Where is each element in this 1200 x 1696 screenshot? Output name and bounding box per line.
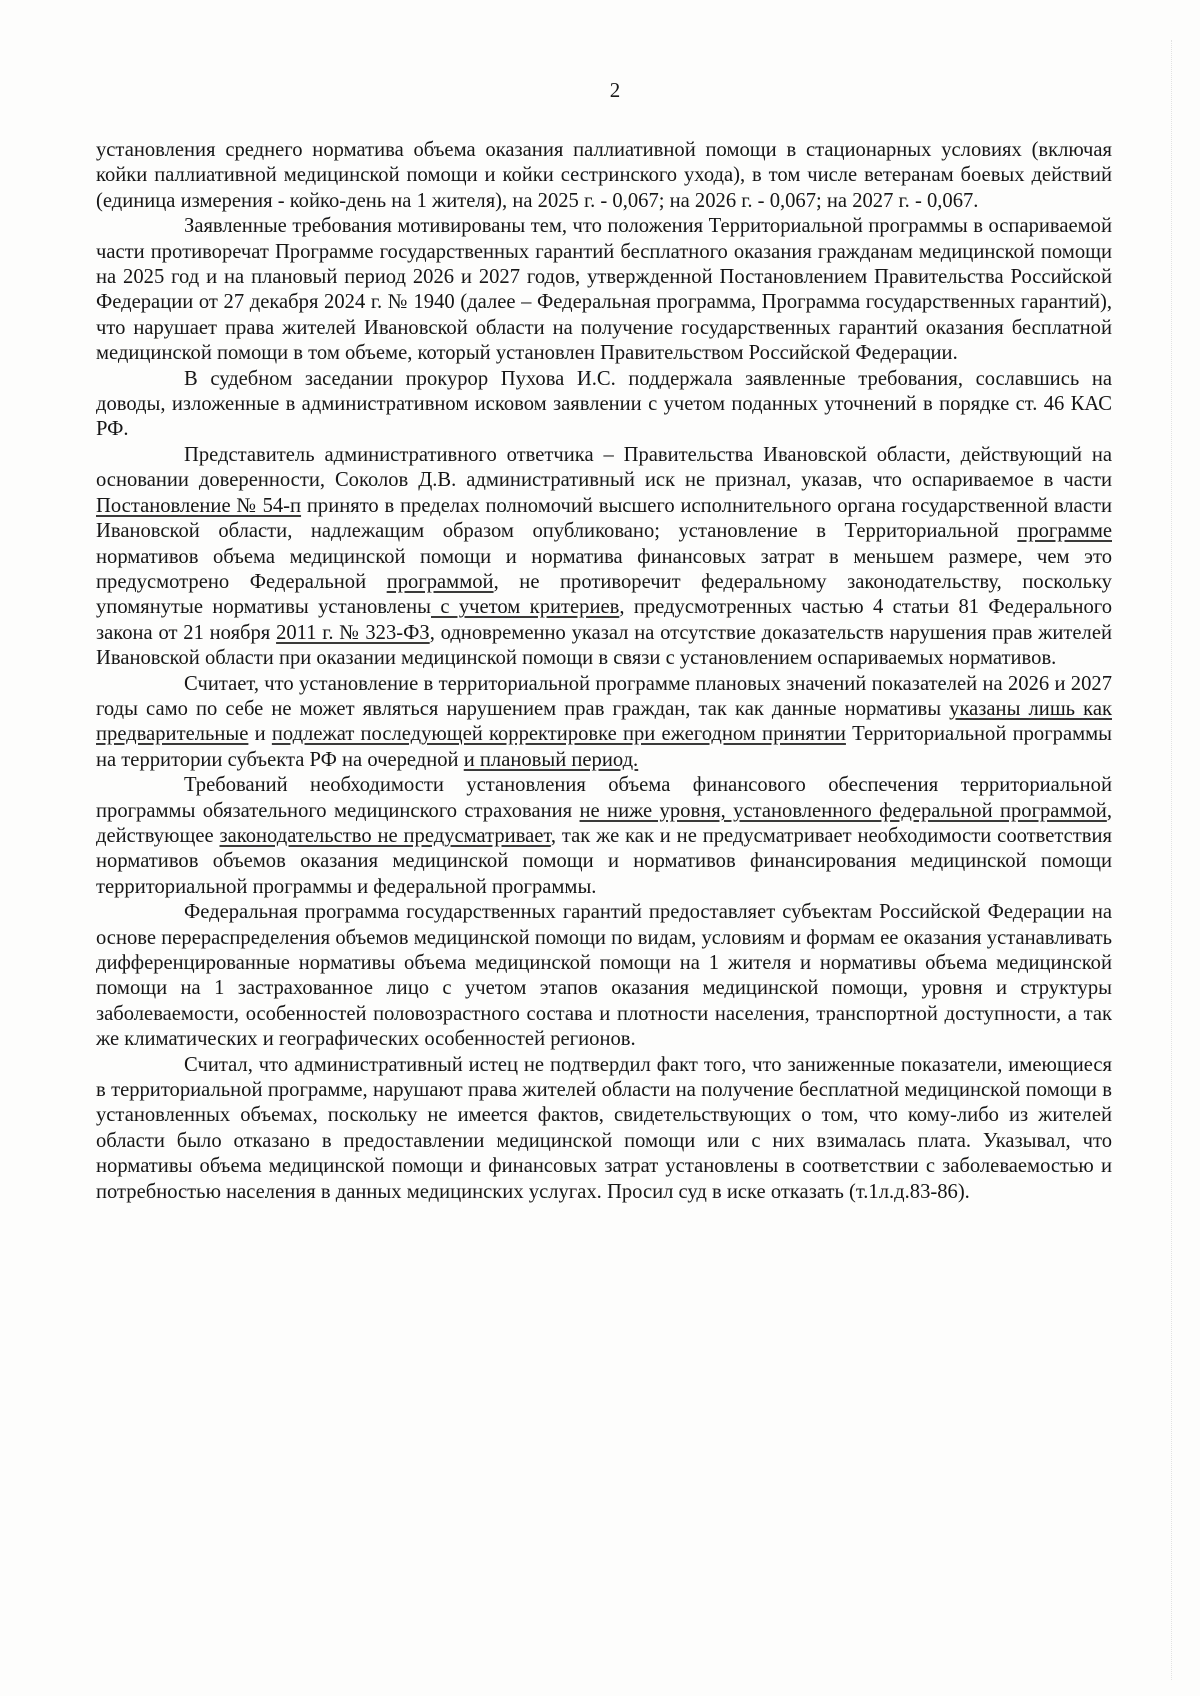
document-body xyxy=(96,138,1112,1205)
paragraph xyxy=(96,138,1112,214)
paragraph xyxy=(96,367,1112,443)
underlined-text: 2011 г. № 323-ФЗ xyxy=(276,621,430,644)
underlined-text: указаны лишь как предварительные xyxy=(96,697,1112,746)
paragraph-text: Представитель административного ответчика – Правительства Ивановской области, действующий на основании доверенности, Соколов Д.В. административный иск не признал, указав, что оспариваемое в части xyxy=(96,443,1112,492)
paragraph-text: установления среднего норматива объема оказания паллиативной помощи в стационарных условиях (включая койки паллиативной медицинской помощи и койки сестринского ухода), в том числе ветеранам боевых действий (единица измерения - койко-день на 1 жителя), на 2025 г. - 0,067; на 2026 г. - 0,067; на 2027 г. - 0,067. xyxy=(96,139,1112,212)
paragraph-text: , одновременно указал на отсутствие доказательств нарушения прав жителей Ивановской области при оказании медицинской помощи в связи с установлением оспариваемых нормативов. xyxy=(96,621,1112,670)
paragraph-text: Федеральная программа государственных гарантий предоставляет субъектам Российской Федерации на основе перераспределения объемов медицинской помощи по видам, условиям и формам ее оказания устанавливать дифференцированные нормативы объема медицинской помощи на 1 жителя и нормативы объема медицинской помощи на 1 застрахованное лицо с учетом этапов оказания медицинской помощи, уровня и структуры заболеваемости, особенностей половозрастного состава и плотности населения, транспортной доступности, а так же климатических и географических особенностей регионов. xyxy=(96,901,1112,1051)
paragraph-text: нормативов объема медицинской помощи и норматива финансовых затрат в меньшем размере, чем это предусмотрено Федеральной xyxy=(96,545,1112,593)
paragraph xyxy=(96,1053,1112,1205)
paragraph-text: Считает, что установление в территориальной программе плановых значений показателей на 2026 и 2027 годы само по себе не может являться нарушением прав граждан, так как данные нормативы xyxy=(96,672,1112,720)
paragraph xyxy=(96,672,1112,774)
underlined-text: Постановление № 54-п xyxy=(96,494,302,517)
paragraph-text: Территориальной программы на территории субъекта РФ на очередной xyxy=(96,723,1112,771)
underlined-text: программой xyxy=(386,570,494,593)
paragraph-text: и xyxy=(248,723,272,746)
paragraph-text: , действующее xyxy=(96,799,1112,847)
paragraph-text: Считал, что административный истец не подтвердил факт того, что заниженные показатели, имеющиеся в территориальной программе, нарушают права жителей области на получение бесплатной медицинской помощи в установленных объемах, поскольку не имеется фактов, свидетельствующих о том, что кому-либо из жителей области было отказано в предоставлении медицинской помощи или с них взималась плата. Указывал, что нормативы объема медицинской помощи и финансовых затрат установлены в соответствии с заболеваемостью и потребностью населения в данных медицинских услугах. Просил суд в иске отказать (т.1л.д.83-86). xyxy=(96,1053,1112,1203)
paragraph-text: , не противоречит федеральному законодательству, поскольку упомянутые нормативы установлены xyxy=(96,570,1112,619)
paragraph xyxy=(96,900,1112,1052)
paragraph-text: В судебном заседании прокурор Пухова И.С. поддержала заявленные требования, сославшись на доводы, изложенные в административном исковом заявлении с учетом поданных уточнений в порядке ст. 46 КАС РФ. xyxy=(96,367,1112,441)
scan-edge-marks xyxy=(1163,40,1172,1680)
paragraph xyxy=(96,443,1112,672)
underlined-text: и плановый период. xyxy=(463,748,639,771)
paragraph-text: Заявленные требования мотивированы тем, что положения Территориальной программы в оспариваемой части противоречат Программе государственных гарантий бесплатного оказания гражданам медицинской помощи на 2025 год и на плановый период 2026 и 2027 годов, утвержденной Постановлением Правительства Российской Федерации от 27 декабря 2024 г. № 1940 (далее – Федеральная программа, Программа государственных гарантий), что нарушает права жителей Ивановской области на получение государственных гарантий оказания бесплатной медицинской помощи в том объеме, который установлен Правительством Российской Федерации. xyxy=(96,215,1112,365)
paragraph xyxy=(96,214,1112,366)
paragraph-text: Требований необходимости установления объема финансового обеспечения территориальной программы обязательного медицинского страхования xyxy=(96,774,1112,822)
underlined-text: с учетом критериев xyxy=(431,596,620,619)
page-number: 2 xyxy=(609,78,621,102)
underlined-text: подлежат последующей корректировке при ежегодном принятии xyxy=(271,723,846,746)
paragraph-text: принято в пределах полномочий высшего исполнительного органа государственной власти Ивановской области, надлежащим образом опубликовано; установление в Территориальной xyxy=(96,494,1112,543)
underlined-text: законодательство не предусматривает xyxy=(219,824,551,847)
underlined-text: программе xyxy=(1017,520,1112,543)
paragraph-text: , предусмотренных частью 4 статьи 81 Федерального закона от 21 ноября xyxy=(96,596,1112,644)
paragraph-text: , так же как и не предусматривает необходимости соответствия нормативов объемов оказания медицинской помощи и нормативов финансирования медицинской помощи территориальной программы и федеральной программы. xyxy=(96,824,1112,898)
underlined-text: не ниже уровня, установленного федеральной программой xyxy=(579,799,1107,822)
paragraph xyxy=(96,773,1112,900)
